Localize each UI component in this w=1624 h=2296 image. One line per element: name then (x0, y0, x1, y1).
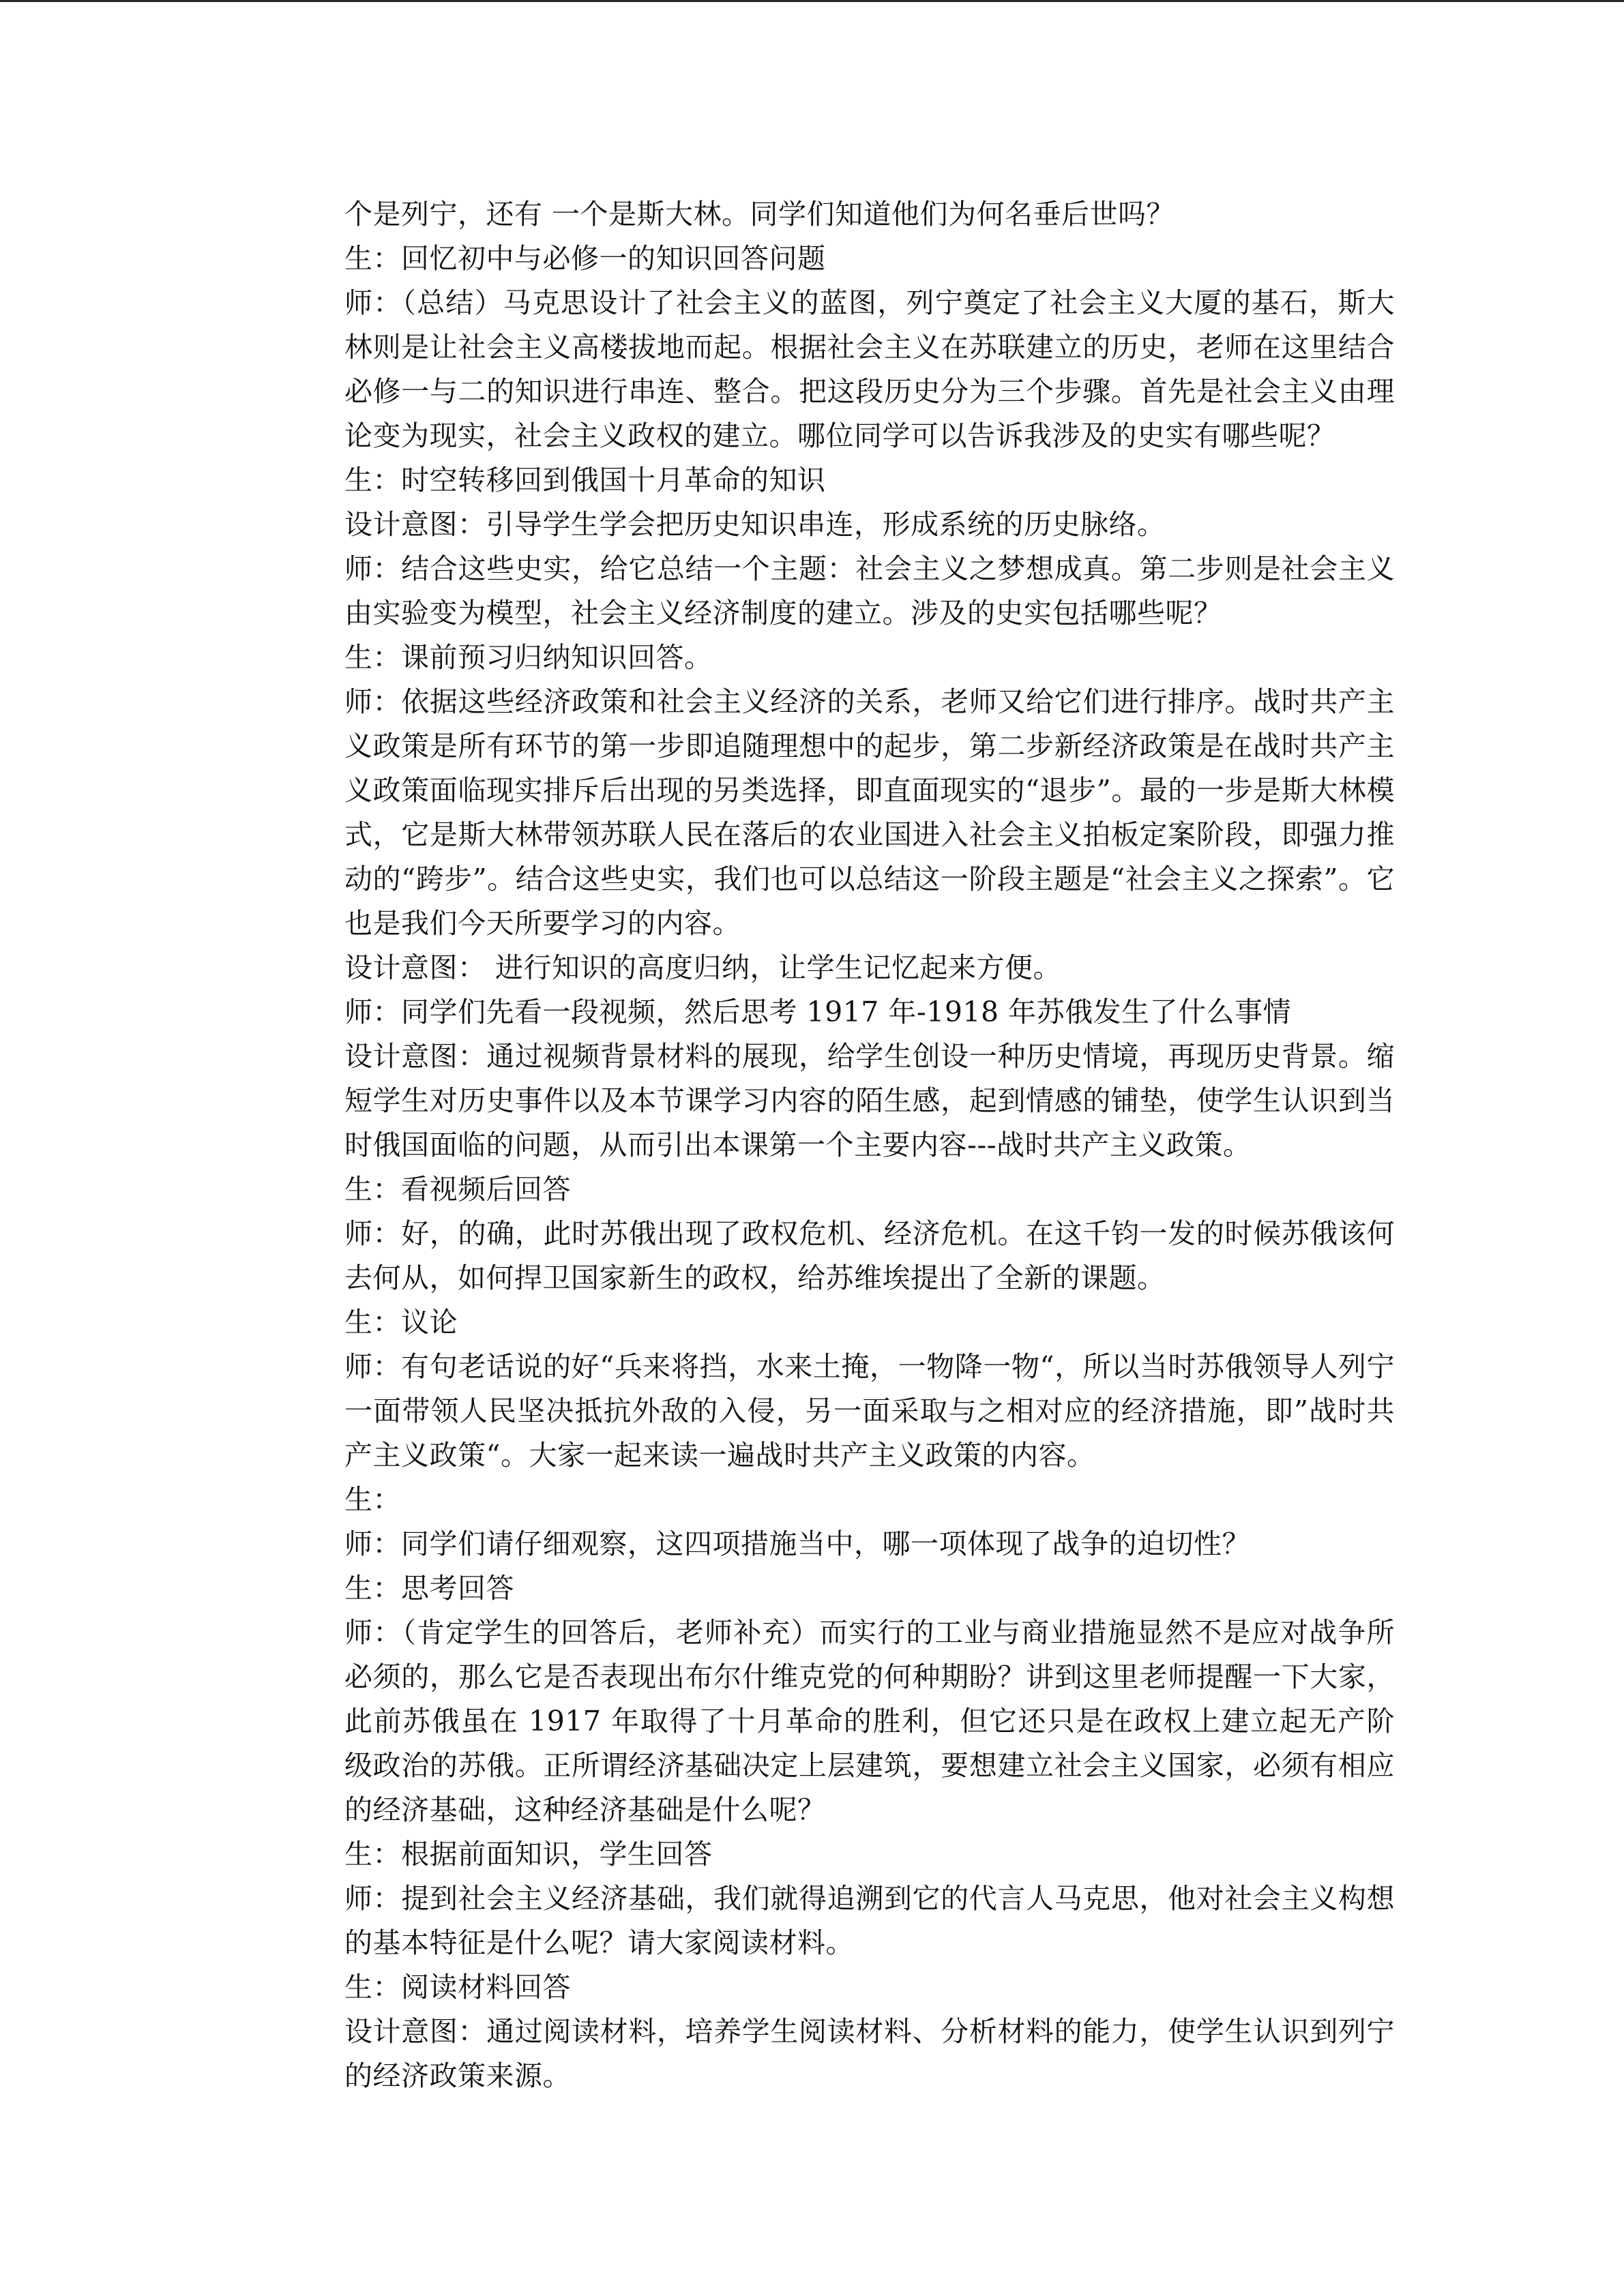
paragraph-14: 生：议论 (344, 1306, 458, 1339)
paragraph-21: 师：提到社会主义经济基础，我们就得追溯到它的代言人马克思，他对社会主义构想的基本特征是什么呢？请大家阅读材料。 (344, 1882, 1395, 1959)
paragraph-9: 设计意图： 进行知识的高度归纳，让学生记忆起来方便。 (344, 951, 1062, 984)
paragraph-22: 生：阅读材料回答 (344, 1971, 571, 2003)
paragraph-13: 师：好，的确，此时苏俄出现了政权危机、经济危机。在这千钧一发的时候苏俄该何去何从，如何捍卫国家新生的政权，给苏维埃提出了全新的课题。 (344, 1217, 1395, 1294)
paragraph-16: 生： (344, 1483, 401, 1516)
paragraph-10: 师：同学们先看一段视频，然后思考 1917 年-1918 年苏俄发生了什么事情 (344, 996, 1292, 1028)
paragraph-17: 师：同学们请仔细观察，这四项措施当中，哪一项体现了战争的迫切性？ (344, 1527, 1250, 1560)
paragraph-23: 设计意图：通过阅读材料，培养学生阅读材料、分析材料的能力，使学生认识到列宁的经济政策来源。 (344, 2015, 1395, 2092)
paragraph-6: 师：结合这些史实，给它总结一个主题：社会主义之梦想成真。第二步则是社会主义由实验变为模型，社会主义经济制度的建立。涉及的史实包括哪些呢？ (344, 552, 1395, 629)
paragraph-2: 生：回忆初中与必修一的知识回答问题 (344, 242, 826, 275)
paragraph-11: 设计意图：通过视频背景材料的展现，给学生创设一种历史情境，再现历史背景。缩短学生对历史事件以及本节课学习内容的陌生感，起到情感的铺垫，使学生认识到当时俄国面临的问题，从而引出本课第一个主要内容---战时共产主义政策。 (344, 1040, 1395, 1161)
paragraph-1: 个是列宁，还有 一个是斯大林。同学们知道他们为何名垂后世吗？ (344, 198, 1175, 230)
paragraph-15: 师：有句老话说的好“兵来将挡，水来土掩，一物降一物“，所以当时苏俄领导人列宁一面带领人民坚决抵抗外敌的入侵，另一面采取与之相对应的经济措施，即”战时共产主义政策“。大家一起来读一遍战时共产主义政策的内容。 (344, 1350, 1395, 1472)
paragraph-7: 生：课前预习归纳知识回答。 (344, 641, 713, 674)
document-body (344, 192, 1395, 2098)
paragraph-19: 师：（肯定学生的回答后，老师补充）而实行的工业与商业措施显然不是应对战争所必须的，那么它是否表现出布尔什维克党的何种期盼？讲到这里老师提醒一下大家，此前苏俄虽在 1917 年取得了十月革命的胜利，但它还只是在政权上建立起无产阶级政治的苏俄。正所谓经济基础决定上层建筑，要想建立社会主义国家，必须有相应的经济基础，这种经济基础是什么呢？ (344, 1616, 1395, 1826)
paragraph-4: 生：时空转移回到俄国十月革命的知识 (344, 464, 826, 496)
paragraph-18: 生：思考回答 (344, 1572, 514, 1605)
paragraph-3: 师：（总结）马克思设计了社会主义的蓝图，列宁奠定了社会主义大厦的基石，斯大林则是让社会主义高楼拔地而起。根据社会主义在苏联建立的历史，老师在这里结合必修一与二的知识进行串连、整合。把这段历史分为三个步骤。首先是社会主义由理论变为现实，社会主义政权的建立。哪位同学可以告诉我涉及的史实有哪些呢？ (344, 286, 1395, 452)
paragraph-20: 生：根据前面知识，学生回答 (344, 1838, 713, 1870)
paragraph-8: 师：依据这些经济政策和社会主义经济的关系，老师又给它们进行排序。战时共产主义政策是所有环节的第一步即追随理想中的起步，第二步新经济政策是在战时共产主义政策面临现实排斥后出现的另类选择，即直面现实的“退步”。最的一步是斯大林模式，它是斯大林带领苏联人民在落后的农业国进入社会主义拍板定案阶段，即强力推动的“跨步”。结合这些史实，我们也可以总结这一阶段主题是“社会主义之探索”。它也是我们今天所要学习的内容。 (344, 685, 1395, 940)
paragraph-5: 设计意图：引导学生学会把历史知识串连，形成系统的历史脉络。 (344, 508, 1166, 541)
page-top-border (0, 0, 1624, 2)
paragraph-12: 生：看视频后回答 (344, 1173, 571, 1206)
